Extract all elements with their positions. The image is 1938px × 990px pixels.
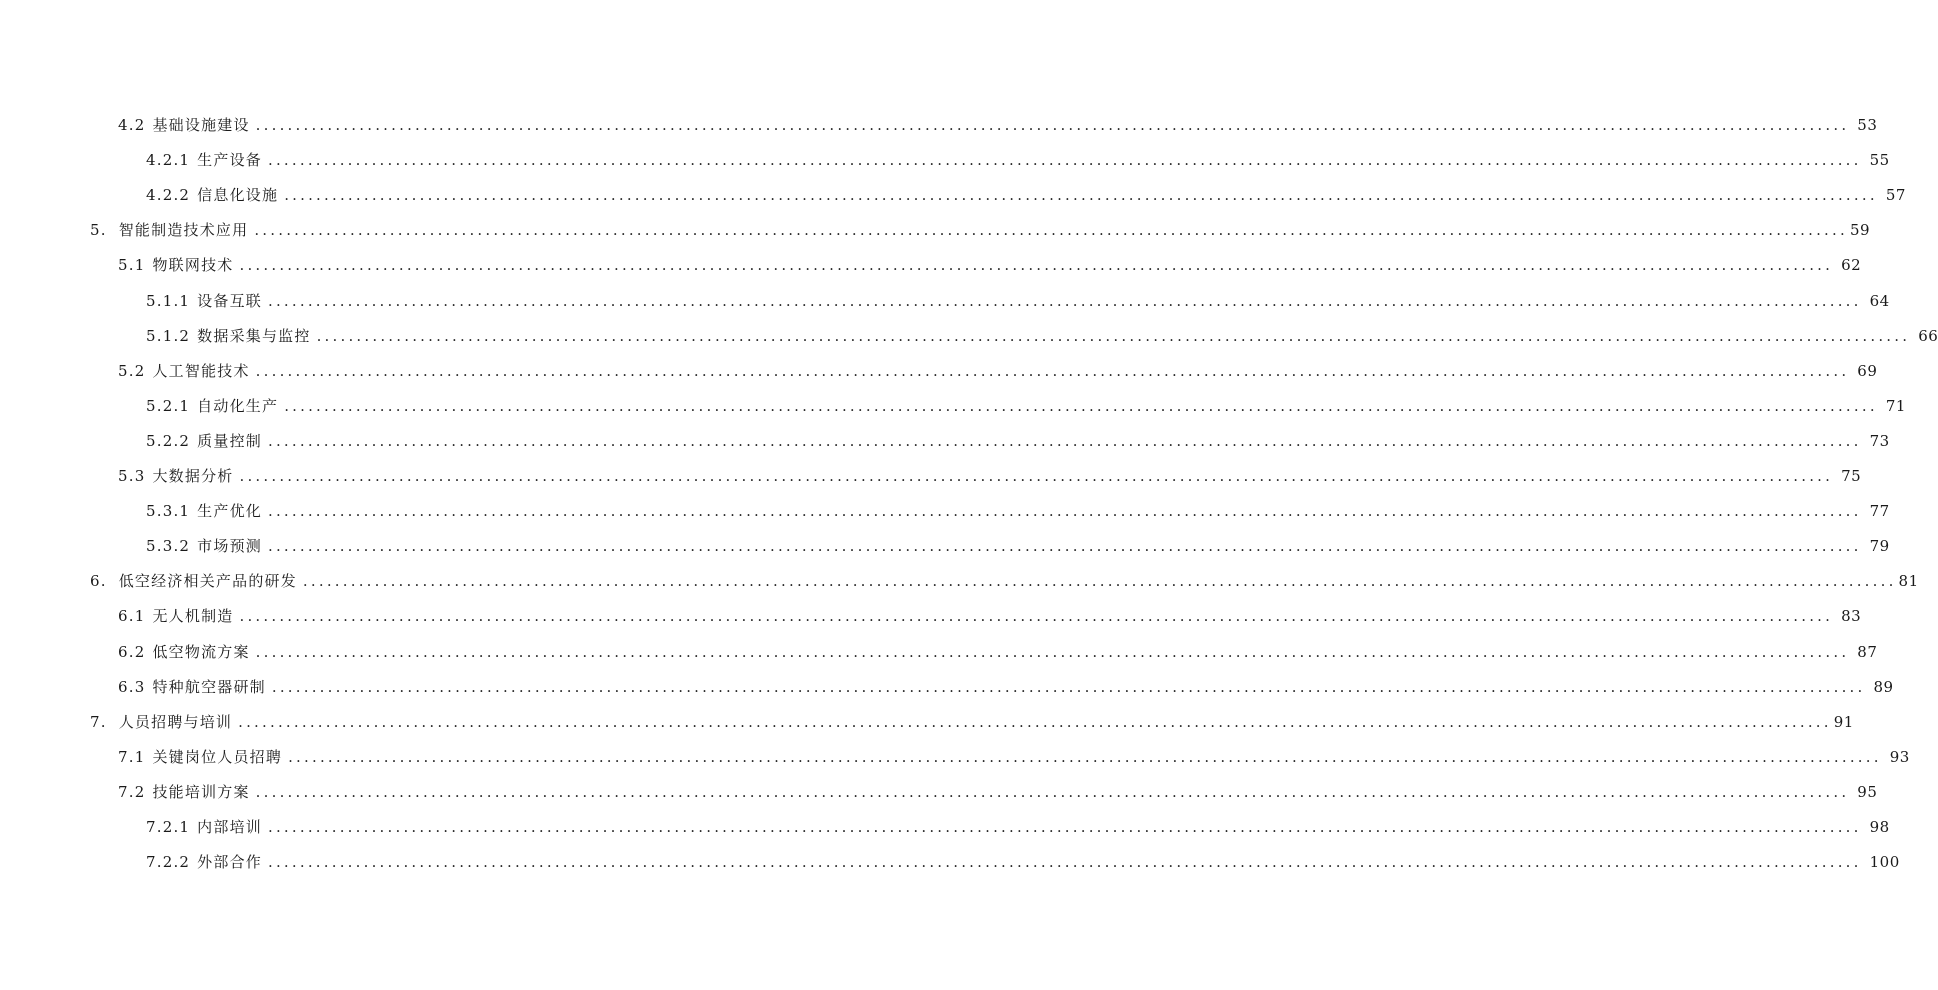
toc-entry[interactable] [90, 218, 1871, 242]
toc-entry-number: 5.3.2 [146, 537, 191, 556]
toc-entry[interactable] [118, 464, 1862, 488]
toc-entry[interactable] [118, 113, 1878, 137]
toc-dot-leader: ........................................................................................................................................................................................................ [288, 747, 1882, 766]
toc-dot-leader: ........................................................................................................................................................................................................ [239, 467, 1834, 485]
toc-page-number: 55 [1869, 151, 1890, 170]
toc-entry[interactable] [90, 710, 1854, 734]
toc-page-number: 77 [1869, 502, 1890, 521]
toc-entry-number: 5.2 [118, 361, 146, 380]
toc-page-number: 57 [1885, 186, 1906, 205]
toc-entry-number: 4.2.1 [146, 151, 191, 170]
toc-page-number: 53 [1857, 116, 1878, 134]
toc-entry-number: 7.1 [118, 747, 146, 766]
toc-entry-title: 数据采集与监控 [197, 326, 311, 345]
toc-dot-leader: ........................................................................................................................................................................................................ [238, 712, 1832, 731]
toc-page-number: 95 [1857, 782, 1878, 801]
toc-entry[interactable] [118, 745, 1910, 769]
toc-page-number: 73 [1869, 431, 1890, 450]
toc-entry[interactable] [146, 324, 1938, 348]
toc-page-number: 93 [1889, 747, 1910, 766]
toc-entry[interactable] [118, 604, 1862, 628]
toc-entry-title: 人员招聘与培训 [118, 712, 233, 731]
toc-dot-leader: ........................................................................................................................................................................................................ [255, 782, 1850, 801]
toc-entry[interactable] [146, 499, 1890, 523]
toc-entry[interactable] [146, 394, 1906, 418]
toc-dot-leader: ........................................................................................................................................................................................................ [267, 291, 1862, 310]
toc-dot-leader: ........................................................................................................................................................................................................ [267, 537, 1862, 556]
toc-entry-number: 7.2 [118, 782, 146, 801]
toc-page-number: 66 [1918, 326, 1938, 345]
toc-page-number: 69 [1857, 361, 1878, 380]
toc-page-number: 71 [1885, 396, 1906, 415]
toc-page-number: 79 [1869, 537, 1890, 556]
toc-dot-leader: ........................................................................................................................................................................................................ [255, 642, 1850, 661]
toc-entry-number: 7.2.1 [146, 818, 191, 836]
toc-entry[interactable] [146, 850, 1900, 874]
toc-page-number: 91 [1833, 712, 1854, 731]
toc-entry-title: 生产设备 [197, 151, 262, 170]
toc-entry[interactable] [146, 289, 1890, 313]
toc-dot-leader: ........................................................................................................................................................................................................ [267, 151, 1862, 170]
toc-dot-leader: ........................................................................................................................................................................................................ [284, 186, 1878, 205]
toc-entry-title: 关键岗位人员招聘 [152, 747, 283, 766]
toc-entry-number: 5. [90, 221, 107, 240]
toc-entry-title: 设备互联 [197, 291, 262, 310]
toc-entry-title: 信息化设施 [197, 186, 279, 205]
toc-entry-title: 生产优化 [197, 502, 262, 521]
toc-entry-number: 5.1.2 [146, 326, 191, 345]
toc-entry-number: 5.3.1 [146, 502, 191, 521]
toc-entry-title: 特种航空器研制 [152, 677, 266, 696]
toc-page-number: 98 [1869, 818, 1890, 836]
toc-entry-number: 5.3 [118, 467, 146, 485]
toc-entry[interactable] [146, 183, 1906, 207]
toc-page-number: 89 [1873, 677, 1894, 696]
toc-entry-number: 5.1 [118, 256, 146, 275]
toc-entry-title: 低空经济相关产品的研发 [118, 572, 297, 591]
toc-entry-title: 物联网技术 [152, 256, 234, 275]
toc-entry-title: 自动化生产 [197, 396, 279, 415]
toc-page-number: 87 [1857, 642, 1878, 661]
toc-entry-title: 低空物流方案 [152, 642, 250, 661]
toc-entry-title: 质量控制 [197, 431, 262, 450]
toc-entry-number: 6.3 [118, 677, 146, 696]
toc-entry-number: 6.2 [118, 642, 146, 661]
toc-entry[interactable] [118, 359, 1878, 383]
toc-entry[interactable] [118, 640, 1878, 664]
toc-entry-title: 无人机制造 [152, 607, 234, 626]
toc-entry-number: 7. [90, 712, 107, 731]
toc-entry[interactable] [90, 569, 1919, 593]
toc-page-number: 59 [1849, 221, 1871, 240]
toc-entry-number: 4.2 [118, 116, 146, 134]
toc-dot-leader: ........................................................................................................................................................................................................ [267, 818, 1862, 836]
toc-entry[interactable] [118, 780, 1878, 804]
toc-dot-leader: ........................................................................................................................................................................................................ [271, 677, 1866, 696]
toc-dot-leader: ........................................................................................................................................................................................................ [239, 256, 1834, 275]
toc-entry-number: 5.2.1 [146, 396, 191, 415]
toc-entry-title: 智能制造技术应用 [118, 221, 249, 240]
toc-entry-title: 基础设施建设 [152, 116, 250, 134]
toc-dot-leader: ........................................................................................................................................................................................................ [316, 326, 1911, 345]
toc-page-number: 81 [1898, 572, 1919, 591]
toc-entry[interactable] [118, 253, 1862, 277]
toc-page-number: 64 [1869, 291, 1890, 310]
toc-dot-leader: ........................................................................................................................................................................................................ [255, 361, 1850, 380]
toc-dot-leader: ........................................................................................................................................................................................................ [267, 431, 1862, 450]
toc-entry[interactable] [146, 534, 1890, 558]
toc-dot-leader: ........................................................................................................................................................................................................ [284, 396, 1878, 415]
toc-dot-leader: ........................................................................................................................................................................................................ [302, 572, 1897, 591]
toc-page-number: 83 [1841, 607, 1862, 626]
toc-page-number: 75 [1841, 467, 1862, 485]
toc-entry-number: 5.2.2 [146, 431, 191, 450]
toc-page-number: 62 [1841, 256, 1862, 275]
toc-entry[interactable] [146, 429, 1890, 453]
toc-entry[interactable] [146, 148, 1890, 172]
toc-entry-title: 技能培训方案 [152, 782, 250, 801]
toc-dot-leader: ........................................................................................................................................................................................................ [267, 853, 1862, 872]
toc-dot-leader: ........................................................................................................................................................................................................ [255, 116, 1850, 134]
toc-entry-title: 内部培训 [197, 818, 262, 836]
toc-entry-title: 市场预测 [197, 537, 262, 556]
toc-entry-title: 人工智能技术 [152, 361, 250, 380]
toc-entry-title: 大数据分析 [152, 467, 234, 485]
toc-dot-leader: ........................................................................................................................................................................................................ [267, 502, 1862, 521]
toc-entry-number: 6.1 [118, 607, 146, 626]
toc-dot-leader: ........................................................................................................................................................................................................ [239, 607, 1834, 626]
toc-entry-number: 6. [90, 572, 107, 591]
toc-entry-title: 外部合作 [197, 853, 262, 872]
toc-entry-number: 7.2.2 [146, 853, 191, 872]
toc-page-number: 100 [1869, 853, 1900, 872]
toc-entry[interactable] [146, 815, 1890, 839]
toc-entry-number: 5.1.1 [146, 291, 191, 310]
toc-entry-number: 4.2.2 [146, 186, 191, 205]
toc-entry[interactable] [118, 675, 1894, 699]
toc-dot-leader: ........................................................................................................................................................................................................ [254, 221, 1848, 240]
